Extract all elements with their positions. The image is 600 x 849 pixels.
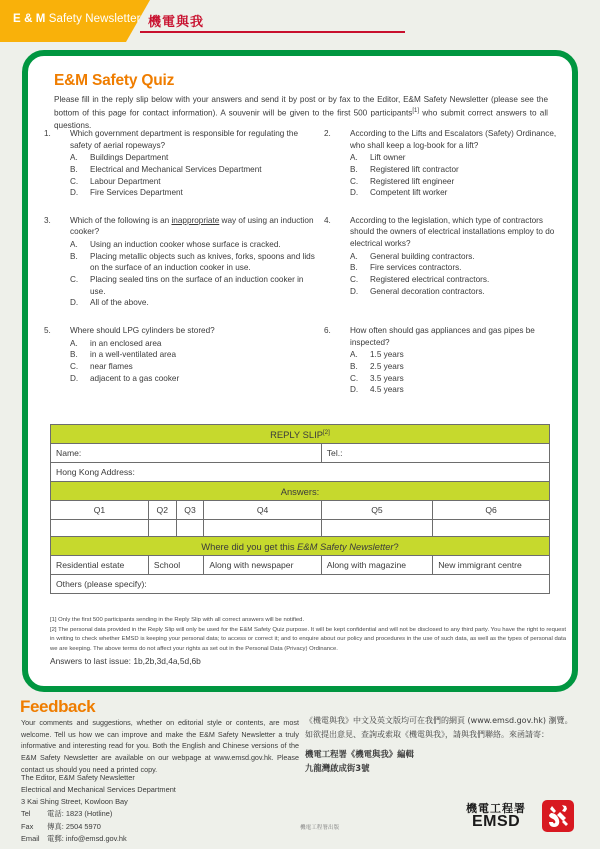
answer-col-q1: Q1	[51, 501, 149, 520]
answer-input-q6[interactable]	[433, 520, 550, 537]
question-3-option-c[interactable]	[70, 274, 318, 297]
option-label: D.	[350, 385, 359, 395]
option-label: D.	[350, 188, 359, 198]
option-text: Registered lift engineer	[370, 176, 455, 186]
answers-header-row	[51, 482, 550, 501]
question-5-option-c[interactable]	[70, 361, 318, 373]
feedback-chinese-addr-1: 機電工程署《機電與我》編輯	[305, 749, 414, 759]
footnotes	[50, 616, 566, 654]
option-label: D.	[350, 286, 359, 296]
question-3-stem-emphasis: inappropriate	[171, 215, 220, 225]
option-label: B.	[350, 361, 358, 371]
quiz-intro-text: Please fill in the reply slip below with your answers and send it by post or by fax to the Editor, E&M Safety Newsletter (please see the bottom of this page for contact information). A souvenir will be given to the first 500 participants	[54, 95, 548, 118]
question-6-option-c[interactable]	[350, 373, 562, 385]
answer-col-q6: Q6	[433, 501, 550, 520]
option-label: A.	[350, 153, 358, 163]
emsd-logo-chinese: 機電工程署	[466, 802, 526, 815]
source-options-row	[51, 556, 550, 575]
publisher-note: 機電工程署出版	[300, 825, 340, 831]
source-option-residential-estate[interactable]: Residential estate	[51, 556, 149, 575]
fax-value: : 2504 5970	[61, 821, 101, 831]
option-label: C.	[70, 275, 79, 285]
answer-input-q1[interactable]	[51, 520, 149, 537]
masthead-red-rule	[140, 31, 405, 33]
option-label: D.	[70, 188, 79, 198]
option-text: 2.5 years	[370, 361, 404, 371]
question-1-number: 1.	[44, 129, 51, 138]
question-2-number: 2.	[324, 129, 331, 138]
masthead-brand-bold: E & M	[13, 13, 46, 25]
option-text: Buildings Department	[90, 153, 169, 163]
option-text: near flames	[90, 361, 133, 371]
option-label: C.	[350, 176, 359, 186]
question-5-stem	[70, 325, 318, 337]
quiz-intro-footnote-ref: [1]	[412, 107, 419, 114]
question-2-option-d[interactable]	[350, 187, 562, 199]
question-6-number: 6.	[324, 325, 331, 335]
question-5-stem-pre: Where should LPG cylinders be stored?	[70, 325, 215, 335]
source-header-post: ?	[393, 540, 399, 552]
answers-last-issue: Answers to last issue: 1b,2b,3d,4a,5d,6b	[50, 656, 201, 666]
masthead-brand-rest: Safety Newsletter	[45, 13, 141, 25]
reply-slip-header-row	[51, 425, 550, 444]
question-grid	[44, 128, 568, 396]
option-text: Fire Services Department	[90, 188, 183, 198]
answer-input-q5[interactable]	[321, 520, 432, 537]
question-6-option-b[interactable]	[350, 361, 562, 373]
question-2	[324, 128, 562, 199]
address-field[interactable]: Hong Kong Address:	[51, 463, 550, 482]
option-text: 3.5 years	[370, 373, 404, 383]
question-3	[44, 215, 318, 309]
question-3-stem-pre: Which of the following is an	[70, 215, 172, 225]
option-text: 4.5 years	[370, 385, 404, 395]
question-6-body	[350, 325, 562, 396]
question-cell-1	[44, 128, 324, 199]
tel-label-en: Tel	[21, 809, 31, 819]
address-row	[51, 463, 550, 482]
question-4-number: 4.	[324, 215, 331, 225]
reply-slip-header-footnote-ref: [2]	[322, 428, 330, 436]
footnote-1: [1] Only the first 500 participants sending in the Reply Slip with all correct answers will be notified.	[50, 617, 305, 623]
question-5-number: 5.	[44, 325, 51, 335]
source-option-school[interactable]: School	[148, 556, 203, 575]
email-line	[21, 833, 301, 845]
question-3-stem-post: way of using an induction cooker?	[70, 215, 314, 237]
tel-value: : 1823 (Hotline)	[61, 809, 113, 819]
option-text: 1.5 years	[370, 350, 404, 360]
option-text: in a well-ventilated area	[90, 350, 177, 360]
emsd-logo-english: EMSD	[472, 813, 521, 830]
question-1-option-c[interactable]	[70, 176, 318, 188]
question-4-option-a[interactable]	[350, 251, 562, 263]
option-text: in an enclosed area	[90, 338, 162, 348]
answer-col-q5: Q5	[321, 501, 432, 520]
street-address-line: 3 Kai Shing Street, Kowloon Bay	[21, 797, 128, 807]
source-header-pre: Where did you get this	[201, 540, 298, 552]
option-text: Placing sealed tins on the surface of an induction cooker in use.	[90, 275, 304, 296]
masthead	[0, 0, 600, 48]
reply-slip-header-text: REPLY SLIP	[270, 428, 323, 440]
fax-line	[21, 821, 301, 833]
footnote-2: [2] The personal data provided in the Reply Slip will only be used for the E&M Safety Quiz purpose. It will be kept confidential and will not be disclosed to any third party. You have the right to request in writing to check whether EMSD is keeping your personal data; to access or correct it; and to enquire about our policy and procedures in the use of such data, as well as the types of personal data we are keeping. The above terms do not affect your rights as set out in the Personal Data (Privacy) Ordinance.	[50, 626, 566, 652]
option-text: Placing metallic objects such as knives, forks, spoons and lids on the surface of an induction cooker in use.	[90, 251, 315, 273]
question-6-stem-pre: How often should gas appliances and gas pipes be inspected?	[350, 325, 535, 347]
email-label-cn: 電郵	[47, 833, 62, 843]
question-5-option-a[interactable]	[70, 338, 318, 350]
email-value[interactable]: : info@emsd.gov.hk	[61, 833, 127, 843]
editor-line: The Editor, E&M Safety Newsletter	[21, 773, 135, 782]
feedback-contact-block	[21, 772, 301, 845]
quiz-title: E&M Safety Quiz	[54, 72, 175, 89]
source-option-newspaper[interactable]: Along with newspaper	[204, 556, 321, 575]
question-3-option-d[interactable]	[70, 297, 318, 309]
feedback-body-english: Your comments and suggestions, whether on editorial style or contents, are most welcome. Tell us how we can improve and make the E&M Safety Newsletter a truly informative and interesting read for you. Both the English and Chinese versions of the E&M Safety Newsletter are available on our webpage at www.emsd.gov.hk. Please contact us should you need a printed copy.	[21, 718, 299, 774]
option-label: A.	[350, 350, 358, 360]
answer-input-q2[interactable]	[148, 520, 176, 537]
option-text: Competent lift worker	[370, 188, 448, 198]
question-cell-2	[324, 128, 568, 199]
option-label: A.	[70, 240, 78, 250]
source-header-row	[51, 537, 550, 556]
question-cell-4	[324, 215, 568, 309]
question-3-number: 3.	[44, 215, 51, 225]
question-4-option-b[interactable]	[350, 262, 562, 274]
question-6-option-d[interactable]	[350, 384, 562, 396]
question-cell-6	[324, 325, 568, 396]
quiz-panel-inner	[28, 56, 572, 686]
email-label-en: Email	[21, 833, 40, 843]
question-2-body	[350, 128, 562, 199]
reply-slip-header	[51, 425, 550, 444]
question-3-stem	[70, 215, 318, 238]
option-label: C.	[70, 361, 79, 371]
question-1-option-a[interactable]	[70, 152, 318, 164]
answers-input-row	[51, 520, 550, 537]
option-text: General building contractors.	[370, 251, 475, 261]
option-text: adjacent to a gas cooker	[90, 373, 180, 383]
option-label: A.	[350, 251, 358, 261]
source-option-magazine[interactable]: Along with magazine	[321, 556, 432, 575]
tel-field[interactable]: Tel.:	[321, 444, 549, 463]
option-label: B.	[70, 350, 78, 360]
masthead-brand	[13, 13, 141, 25]
question-6	[324, 325, 562, 396]
question-1-stem	[70, 128, 318, 151]
option-label: A.	[70, 338, 78, 348]
answers-column-row	[51, 501, 550, 520]
option-text: Electrical and Mechanical Services Department	[90, 164, 262, 174]
feedback-title: Feedback	[20, 697, 96, 716]
option-text: Registered electrical contractors.	[370, 275, 490, 285]
feedback-chinese-addr-2: 九龍灣啟成街3號	[305, 762, 370, 773]
option-label: D.	[70, 298, 79, 308]
option-text: Labour Department	[90, 176, 161, 186]
option-text: Lift owner	[370, 153, 406, 163]
question-cell-3	[44, 215, 324, 309]
question-4	[324, 215, 562, 297]
question-6-stem	[350, 325, 562, 348]
question-4-option-d[interactable]	[350, 286, 562, 298]
option-text: Fire services contractors.	[370, 263, 462, 273]
question-1	[44, 128, 318, 199]
option-label: B.	[70, 251, 78, 261]
question-1-option-b[interactable]	[70, 164, 318, 176]
others-row	[51, 575, 550, 594]
option-label: C.	[350, 373, 359, 383]
option-label: C.	[70, 176, 79, 186]
question-4-option-c[interactable]	[350, 274, 562, 286]
question-2-option-c[interactable]	[350, 176, 562, 188]
quiz-intro-tail: who submit correct answers to all questions.	[54, 108, 549, 131]
tel-label-cn: 電話	[47, 809, 62, 819]
question-1-body	[70, 128, 318, 199]
option-label: B.	[350, 263, 358, 273]
question-2-option-a[interactable]	[350, 152, 562, 164]
option-text: Registered lift contractor	[370, 164, 459, 174]
question-5	[44, 325, 318, 384]
question-5-option-b[interactable]	[70, 349, 318, 361]
emsd-logo	[466, 800, 586, 840]
question-2-stem	[350, 128, 562, 151]
fax-label-en: Fax	[21, 821, 34, 831]
quiz-panel	[22, 50, 578, 692]
answer-col-q2: Q2	[148, 501, 176, 520]
department-line: Electrical and Mechanical Services Department	[21, 785, 176, 795]
source-option-new-immigrant-centre[interactable]: New immigrant centre	[433, 556, 550, 575]
answer-col-q4: Q4	[204, 501, 321, 520]
question-3-option-b[interactable]	[70, 251, 318, 274]
others-field[interactable]: Others (please specify):	[51, 575, 550, 594]
option-label: C.	[350, 275, 359, 285]
option-label: B.	[70, 164, 78, 174]
question-cell-5	[44, 325, 324, 396]
question-1-stem-pre: Which government department is responsible for regulating the safety of aerial ropeways?	[70, 129, 299, 150]
source-header-emphasis: E&M Safety Newsletter	[297, 540, 394, 552]
feedback-chinese-line-2: 如欲提出意見、查詢或索取《機電與我》，請與我們聯絡。來函請寄：	[305, 729, 549, 739]
question-3-body	[70, 215, 318, 309]
option-text: All of the above.	[90, 298, 149, 308]
question-4-stem-pre: According to the legislation, which type of contractors should the owners of electrical installations employ to do electrical works?	[350, 215, 555, 249]
reply-slip-table	[50, 424, 550, 594]
question-3-option-a[interactable]	[70, 239, 318, 251]
fax-label-cn: 傳真	[47, 821, 62, 831]
answers-header: Answers:	[51, 482, 550, 501]
option-label: A.	[70, 153, 78, 163]
telephone-line	[21, 808, 301, 820]
answer-col-q3: Q3	[176, 501, 204, 520]
question-5-body	[70, 325, 318, 384]
question-2-option-b[interactable]	[350, 164, 562, 176]
question-1-option-d[interactable]	[70, 187, 318, 199]
answer-input-q4[interactable]	[204, 520, 321, 537]
option-text: Using an induction cooker whose surface is cracked.	[90, 240, 281, 250]
name-field[interactable]: Name:	[51, 444, 322, 463]
feedback-chinese-line-1: 《機電與我》中文及英文版均可在我們的網頁 (www.emsd.gov.hk) 瀏覽。	[305, 716, 573, 725]
question-4-body	[350, 215, 562, 297]
answer-input-q3[interactable]	[176, 520, 204, 537]
question-4-stem	[350, 215, 562, 250]
question-5-option-d[interactable]	[70, 373, 318, 385]
source-header	[51, 537, 550, 556]
masthead-chinese-title: 機電與我	[148, 15, 205, 30]
emsd-logo-mark-icon	[542, 800, 574, 832]
question-6-option-a[interactable]	[350, 349, 562, 361]
feedback-address-chinese	[305, 748, 590, 775]
option-label: D.	[70, 373, 79, 383]
question-2-stem-pre: According to the Lifts and Escalators (Safety) Ordinance, who shall keep a log-book for a lift?	[350, 129, 557, 150]
name-tel-row	[51, 444, 550, 463]
option-label: B.	[350, 164, 358, 174]
feedback-body-chinese	[305, 714, 590, 742]
option-text: General decoration contractors.	[370, 286, 485, 296]
